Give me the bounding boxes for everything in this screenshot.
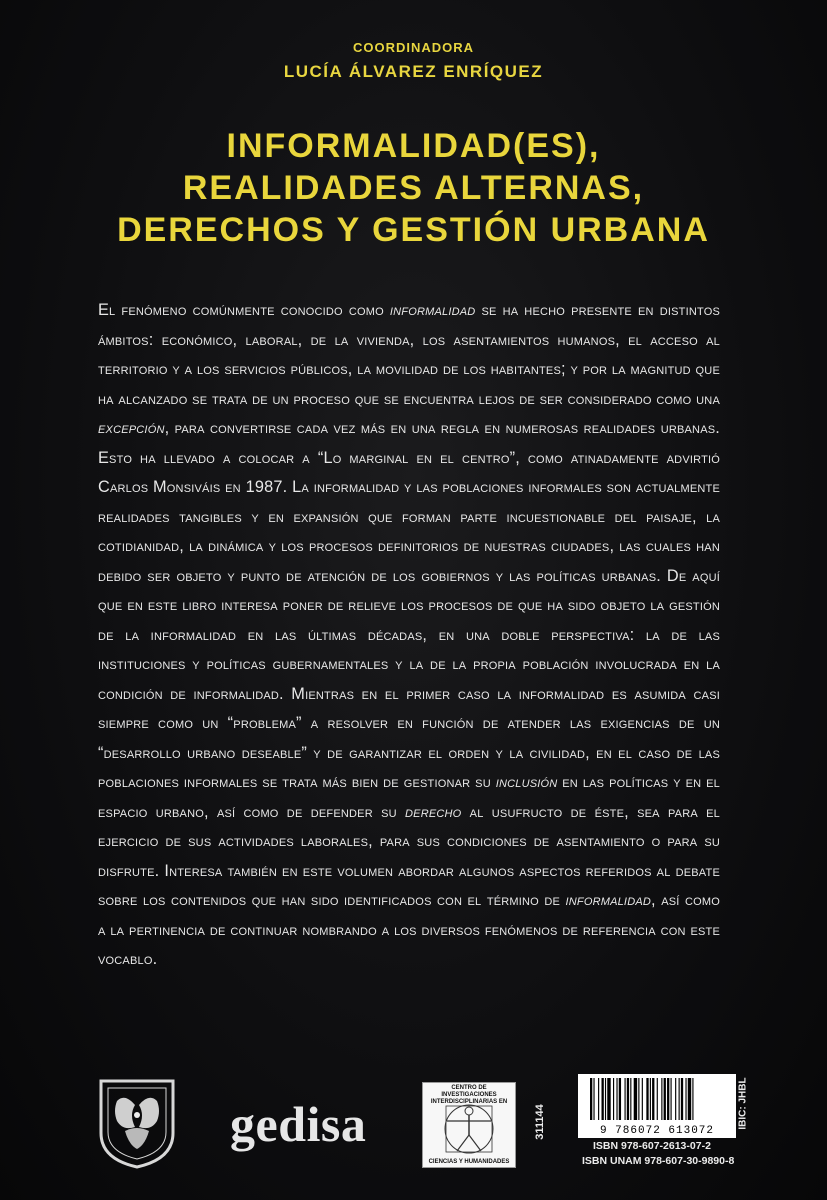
barcode-bar xyxy=(625,1078,626,1120)
isbn-gedisa: ISBN 978-607-2613-07-2 xyxy=(593,1140,711,1152)
barcode-bar xyxy=(613,1078,614,1120)
gedisa-publisher-logo: gedisa xyxy=(230,1096,367,1152)
barcode-bar xyxy=(630,1078,631,1120)
barcode-bar xyxy=(638,1078,639,1120)
barcode-bar xyxy=(650,1078,651,1120)
unam-seal-logo xyxy=(95,1075,179,1169)
blurb-emphasis-4: derecho xyxy=(405,802,462,821)
title-line-3: DERECHOS Y GESTIÓN URBANA xyxy=(117,211,710,249)
barcode-bar xyxy=(619,1078,621,1120)
blurb-text-1: El fenómeno comúnmente conocido como xyxy=(98,301,390,319)
ceiich-bottom-text: CIENCIAS Y HUMANIDADES xyxy=(428,1159,510,1165)
isbn-unam: ISBN UNAM 978-607-30-9890-8 xyxy=(582,1155,735,1167)
barcode-bar xyxy=(593,1078,594,1120)
blurb-text-2: se ha hecho presente en distintos ámbitos: económico, laboral, de la vivienda, los asentamientos humanos, el acceso al territorio y a los servicios públicos, la movilidad de los habitantes; y por la magnitud que ha alcanzado se trata de un proceso que se encuentra lejos de ser considerado como una xyxy=(98,301,720,408)
barcode-bar xyxy=(681,1078,683,1120)
blurb-text-6: , así como a la pertinencia de continuar nombrando a los diversos fenómenos de referencia con este vocablo. xyxy=(98,891,720,968)
blurb-emphasis-5: informalidad xyxy=(565,891,652,909)
barcode-bar xyxy=(657,1078,658,1120)
barcode-bar xyxy=(602,1078,604,1120)
catalog-code xyxy=(533,1080,570,1170)
barcode-bar xyxy=(634,1078,637,1120)
barcode-bar xyxy=(642,1078,643,1120)
book-blurb xyxy=(98,296,720,975)
blurb-text-4: en las políticas y en el espacio urbano, así como de defender su xyxy=(98,773,720,821)
barcode-bar xyxy=(646,1078,648,1120)
title-line-2: REALIDADES ALTERNAS, xyxy=(182,169,645,207)
barcode-bar xyxy=(688,1078,691,1120)
barcode-bar xyxy=(679,1078,680,1120)
coordinator-label: COORDINADORA xyxy=(352,40,475,55)
barcode-bar xyxy=(607,1078,610,1120)
ibic-code-text: IBIC: JHBL xyxy=(737,1077,749,1130)
ceiich-top-text: CENTRO DE INVESTIGACIONES INTERDISCIPLINARIAS EN xyxy=(430,1085,508,1105)
barcode-bar xyxy=(692,1078,693,1120)
blurb-emphasis-2: excepción xyxy=(98,419,165,437)
ibic-code xyxy=(737,1074,757,1138)
blurb-text-3: , para convertirse cada vez más en una regla en numerosas realidades urbanas. Esto ha llevado a colocar a “Lo marginal en el centro”, como atinadamente advirtió Carlos Monsiváis en 1987. La informalidad y las poblaciones informales son actualmente realidades tangibles y en expansión que forman parte incuestionable del paisaje, la cotidianidad, la dinámica y los procesos definitorios de nuestras ciudades, las cuales han debido ser objeto y punto de atención de los gobiernos y las políticas urbanas. De aquí que en este libro interesa poner de relieve los procesos de que ha sido objeto la gestión de la informalidad en las últimas décadas, en una doble perspectiva: la de las instituciones y políticas gubernamentales y la de la propia población involucrada en la condición de informalidad. Mientras en el primer caso la informalidad es asumida casi siempre como un “problema” a resolver en función de atender las exigencias de un “desarrollo urbano deseable” y de garantizar el orden y la civilidad, en el caso de las poblaciones informales se trata más bien de gestionar su xyxy=(98,419,720,791)
barcode-bar xyxy=(605,1078,606,1120)
barcode-bar xyxy=(652,1078,654,1120)
barcode-bar xyxy=(616,1078,617,1120)
barcode-bars xyxy=(578,1074,736,1124)
barcode-bar xyxy=(675,1078,676,1120)
blurb-text-5: al usufructo de éste, sea para el ejercicio de sus actividades laborales, para sus condiciones de asentamiento o para su disfrute. Interesa también en este volumen abordar algunos aspectos referidos al debate sobre los contenidos que han sido identificados con el término de xyxy=(98,802,720,909)
barcode-bar xyxy=(590,1078,592,1120)
blurb-emphasis-1: informalidad xyxy=(389,301,476,319)
book-title xyxy=(0,125,827,251)
barcode-number: 9 786072 613072 xyxy=(578,1125,736,1137)
ceiich-logo xyxy=(422,1082,516,1168)
barcode-bar xyxy=(667,1078,669,1120)
catalog-code-text: 311144 xyxy=(533,1104,546,1140)
barcode-bar xyxy=(598,1078,599,1120)
barcode xyxy=(578,1074,736,1138)
barcode-bar xyxy=(627,1078,629,1120)
barcode-bar xyxy=(661,1078,662,1120)
barcode-bar xyxy=(664,1078,666,1120)
title-line-1: INFORMALIDAD(ES), xyxy=(226,127,601,165)
coordinator-name: LUCÍA ÁLVAREZ ENRÍQUEZ xyxy=(283,62,544,81)
barcode-bar xyxy=(685,1078,686,1120)
blurb-emphasis-3: inclusión xyxy=(495,773,558,791)
barcode-bar xyxy=(671,1078,672,1120)
